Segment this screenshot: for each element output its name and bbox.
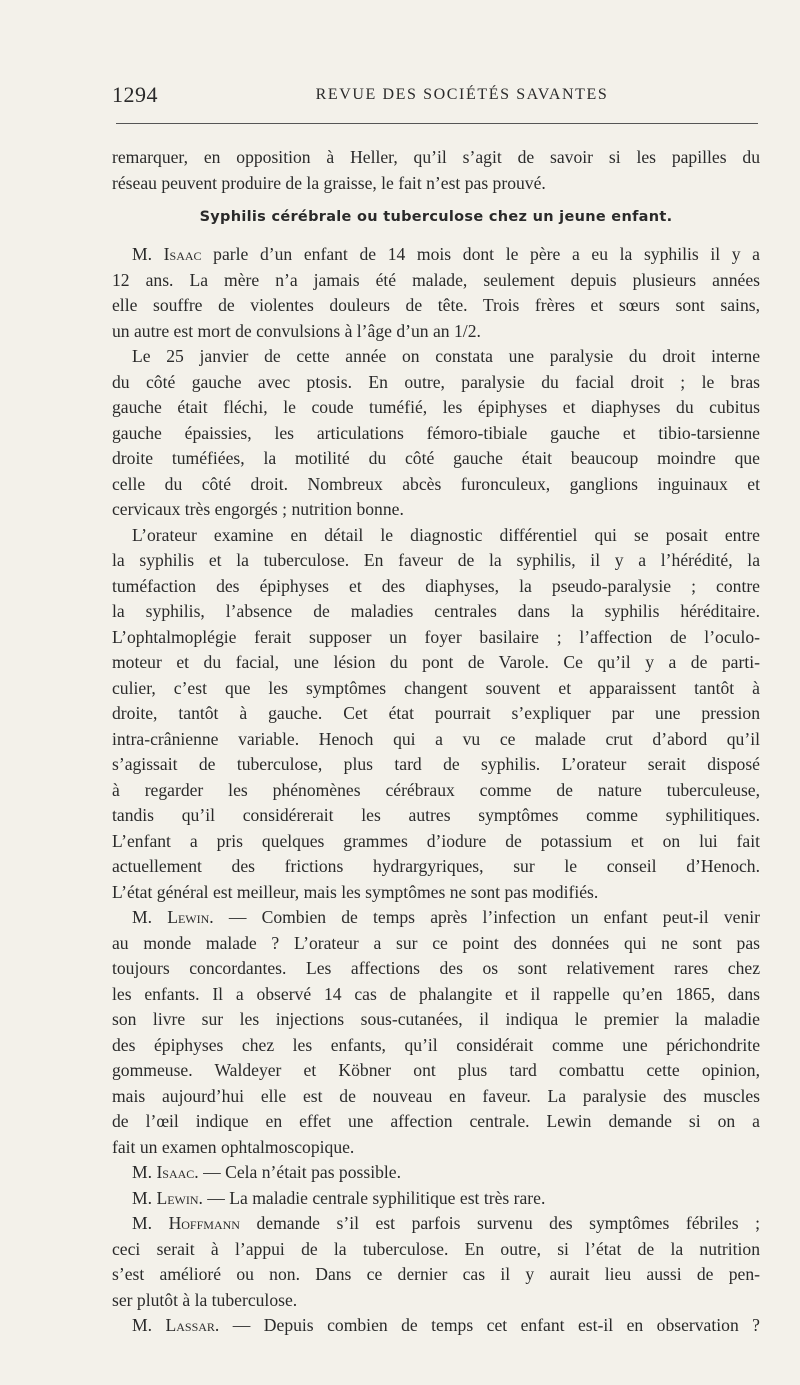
text-line: du côté gauche avec ptosis. En outre, paralysie du facial droit ; le bras xyxy=(112,371,760,392)
text-line: s’est amélioré ou non. Dans ce dernier cas il y aurait lieu aussi de pen- xyxy=(112,1264,760,1284)
paragraph-first-line xyxy=(112,905,760,931)
text-line: son livre sur les injections sous-cutanées, il indiqua le premier la maladie xyxy=(112,1009,760,1029)
text-line: intra-crânienne variable. Henoch qui a vu ce malade crut d’abord qu’il xyxy=(112,728,760,749)
text-line: un autre est mort de convulsions à l’âge d’un an 1/2. xyxy=(112,320,481,341)
text-line: fait un examen ophtalmoscopique. xyxy=(112,1136,355,1157)
text-line: la syphilis et la tuberculose. En faveur de la syphilis, il y a l’hérédité, la xyxy=(112,550,760,570)
text-line: droite, tantôt à gauche. Cet état pourrait s’expliquer par une pression xyxy=(112,703,760,723)
header-rule xyxy=(116,123,758,124)
text-line: toujours concordantes. Les affections des os sont relativement rares chez xyxy=(112,958,760,978)
paragraph-first-line xyxy=(112,1186,760,1212)
text-line: tuméfaction des épiphyses et des diaphyses, la pseudo-paralysie ; contre xyxy=(112,575,760,596)
paragraph-first-line xyxy=(112,242,760,268)
running-title: REVUE DES SOCIÉTÉS SAVANTES xyxy=(315,86,609,103)
text-line: cervicaux très engorgés ; nutrition bonne. xyxy=(112,499,404,519)
text-line: réseau peuvent produire de la graisse, le fait n’est pas prouvé. xyxy=(112,172,546,193)
text-line: Le 25 janvier de cette année on constata une paralysie du droit interne xyxy=(132,346,760,366)
text-line: des épiphyses chez les enfants, qu’il considérait comme une périchondrite xyxy=(112,1034,760,1055)
text-line: L’enfant a pris quelques grammes d’iodure de potassium et on lui fait xyxy=(112,830,760,851)
text-line: les enfants. Il a observé 14 cas de phalangite et il rappelle qu’en 1865, dans xyxy=(112,983,760,1004)
text-fragment: — Cela n’était pas possible. xyxy=(198,1162,402,1182)
text-line: la syphilis, l’absence de maladies centrales dans la syphilis héréditaire. xyxy=(112,601,760,621)
speaker-name: M. Hoffmann xyxy=(132,1213,240,1233)
speaker-name: M. Lewin. xyxy=(132,907,214,927)
text-fragment: — Depuis combien de temps cet enfant est-il en observation ? xyxy=(219,1315,760,1335)
text-line: mais aujourd’hui elle est de nouveau en faveur. La paralysie des muscles xyxy=(112,1085,760,1106)
text-line: tandis qu’il considérerait les autres symptômes comme syphilitiques. xyxy=(112,805,760,825)
text-line: de l’œil indique en effet une affection centrale. Lewin demande si on a xyxy=(112,1111,760,1131)
speaker-name: M. Isaac xyxy=(132,244,202,264)
section-title: Syphilis cérébrale ou tuberculose chez un jeune enfant. xyxy=(199,209,673,225)
page-header xyxy=(112,82,760,112)
text-line: L’ophtalmoplégie ferait supposer un foyer basilaire ; l’affection de l’oculo- xyxy=(112,626,760,647)
text-line: L’orateur examine en détail le diagnostic différentiel qui se posait entre xyxy=(132,524,760,545)
text-line: ceci serait à l’appui de la tuberculose. En outre, si l’état de la nutrition xyxy=(112,1238,760,1259)
text-line: droite tuméfiées, la motilité du côté gauche était beaucoup moindre que xyxy=(112,448,760,468)
body-text xyxy=(112,145,760,1339)
text-line: gauche épaissies, les articulations fémoro-tibiale gauche et tibio-tarsienne xyxy=(112,422,760,443)
text-line: culier, c’est que les symptômes changent souvent et apparaissent tantôt à xyxy=(112,677,760,698)
text-line: elle souffre de violentes douleurs de tête. Trois frères et sœurs sont sains, xyxy=(112,295,760,315)
text-line: moteur et du facial, une lésion du pont de Varole. Ce qu’il y a de parti- xyxy=(112,652,760,672)
text-fragment: — La maladie centrale syphilitique est très rare. xyxy=(202,1187,546,1208)
speaker-name: M. Isaac. xyxy=(132,1162,199,1182)
text-line: s’agissait de tuberculose, plus tard de syphilis. L’orateur serait disposé xyxy=(112,754,760,774)
paragraph-first-line xyxy=(112,1160,760,1186)
text-line: à regarder les phénomènes cérébraux comme de nature tuberculeuse, xyxy=(112,779,760,800)
text-line: ser plutôt à la tuberculose. xyxy=(112,1289,298,1310)
text-line: actuellement des frictions hydrargyriques, sur le conseil d’Henoch. xyxy=(112,856,760,876)
text-fragment: demande s’il est parfois survenu des symptômes fébriles ; xyxy=(239,1213,760,1233)
text-fragment: parle d’un enfant de 14 mois dont le père a eu la syphilis il y a xyxy=(201,244,760,264)
text-line: L’état général est meilleur, mais les symptômes ne sont pas modifiés. xyxy=(112,881,599,902)
text-line: 12 ans. La mère n’a jamais été malade, seulement depuis plusieurs années xyxy=(112,269,760,290)
speaker-name: M. Lassar. xyxy=(132,1315,220,1335)
paragraph-first-line xyxy=(112,1211,760,1237)
text-line: au monde malade ? L’orateur a sur ce point des données qui ne sont pas xyxy=(112,932,760,953)
text-line: celle du côté droit. Nombreux abcès furonculeux, ganglions inguinaux et xyxy=(112,473,760,494)
speaker-name: M. Lewin. xyxy=(132,1187,203,1208)
page-number: 1294 xyxy=(112,82,158,107)
text-line: gommeuse. Waldeyer et Köbner ont plus tard combattu cette opinion, xyxy=(112,1060,760,1080)
paragraph-first-line xyxy=(112,1313,760,1339)
text-line: remarquer, en opposition à Heller, qu’il s’agit de savoir si les papilles du xyxy=(112,147,760,167)
text-line: gauche était fléchi, le coude tuméfié, les épiphyses et diaphyses du cubitus xyxy=(112,397,760,417)
text-fragment: — Combien de temps après l’infection un enfant peut-il venir xyxy=(213,907,761,927)
